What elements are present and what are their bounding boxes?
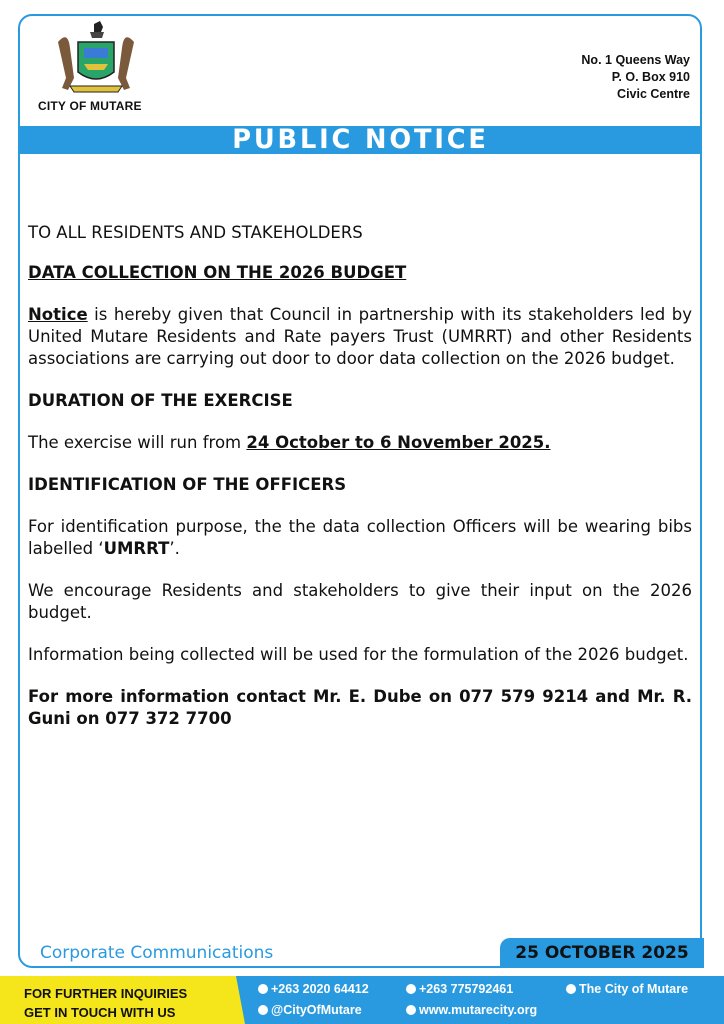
website-text: www.mutarecity.org [419,1003,538,1017]
intro-keyword: Notice [28,305,88,324]
address-line: P. O. Box 910 [611,70,690,84]
contact-paragraph: For more information contact Mr. E. Dube on 077 579 9214 and Mr. R. Guni on 077 372 7700 [28,687,692,728]
phone-2-text: +263 775792461 [419,982,514,996]
coat-of-arms-icon [50,20,142,98]
subject-heading: DATA COLLECTION ON THE 2026 BUDGET [28,263,407,282]
phone-icon [258,984,268,994]
duration-dates: 24 October to 6 November 2025. [246,433,551,452]
address-block [581,52,690,103]
inquiries-line: FOR FURTHER INQUIRIES [24,986,188,1001]
facebook-text: The City of Mutare [579,982,689,996]
duration-paragraph [28,432,692,454]
encourage-paragraph: We encourage Residents and stakeholders to give their input on the 2026 budget. [28,581,692,622]
contact-website[interactable] [406,1003,537,1017]
footer-bar [0,976,724,1024]
banner-title: PUBLIC NOTICE [232,124,489,155]
twitter-text: @CityOfMutare [271,1003,362,1017]
duration-heading: DURATION OF THE EXERCISE [28,391,293,410]
address-line: Civic Centre [617,87,690,101]
inquiries-text [24,984,187,1022]
contact-phone-2[interactable] [406,982,513,996]
contact-twitter[interactable] [258,1003,362,1017]
intro-paragraph [28,304,692,370]
officers-text-end: ’. [169,539,180,558]
notice-date: 25 OCTOBER 2025 [515,943,689,963]
addressee: TO ALL RESIDENTS AND STAKEHOLDERS [28,223,363,242]
contact-phone-1[interactable] [258,982,369,996]
date-badge [500,938,704,968]
globe-icon [406,1005,416,1015]
contact-facebook[interactable] [566,982,688,996]
duration-text: The exercise will run from [28,433,247,452]
inquiries-line: GET IN TOUCH WITH US [24,1005,176,1020]
officers-paragraph [28,516,692,560]
x-twitter-icon [258,1005,268,1015]
notice-body [28,222,692,730]
facebook-icon [566,984,576,994]
department-name: Corporate Communications [40,943,274,963]
intro-text: is hereby given that Council in partnership with its stakeholders led by United Mutare Residents and Rate payers Trust (UMRRT) and other Residents associations are carrying out door to door data collection on the 2026 budget. [28,305,692,368]
information-paragraph: Information being collected will be used for the formulation of the 2026 budget. [28,645,689,664]
address-line: No. 1 Queens Way [581,53,690,67]
title-banner [19,126,702,154]
officers-label: UMRRT [103,539,170,558]
city-name: CITY OF MUTARE [38,99,142,113]
officers-text: For identification purpose, the the data collection Officers will be wearing bibs labelled ‘ [28,517,692,558]
whatsapp-icon [406,984,416,994]
officers-heading: IDENTIFICATION OF THE OFFICERS [28,475,347,494]
phone-1-text: +263 2020 64412 [271,982,369,996]
